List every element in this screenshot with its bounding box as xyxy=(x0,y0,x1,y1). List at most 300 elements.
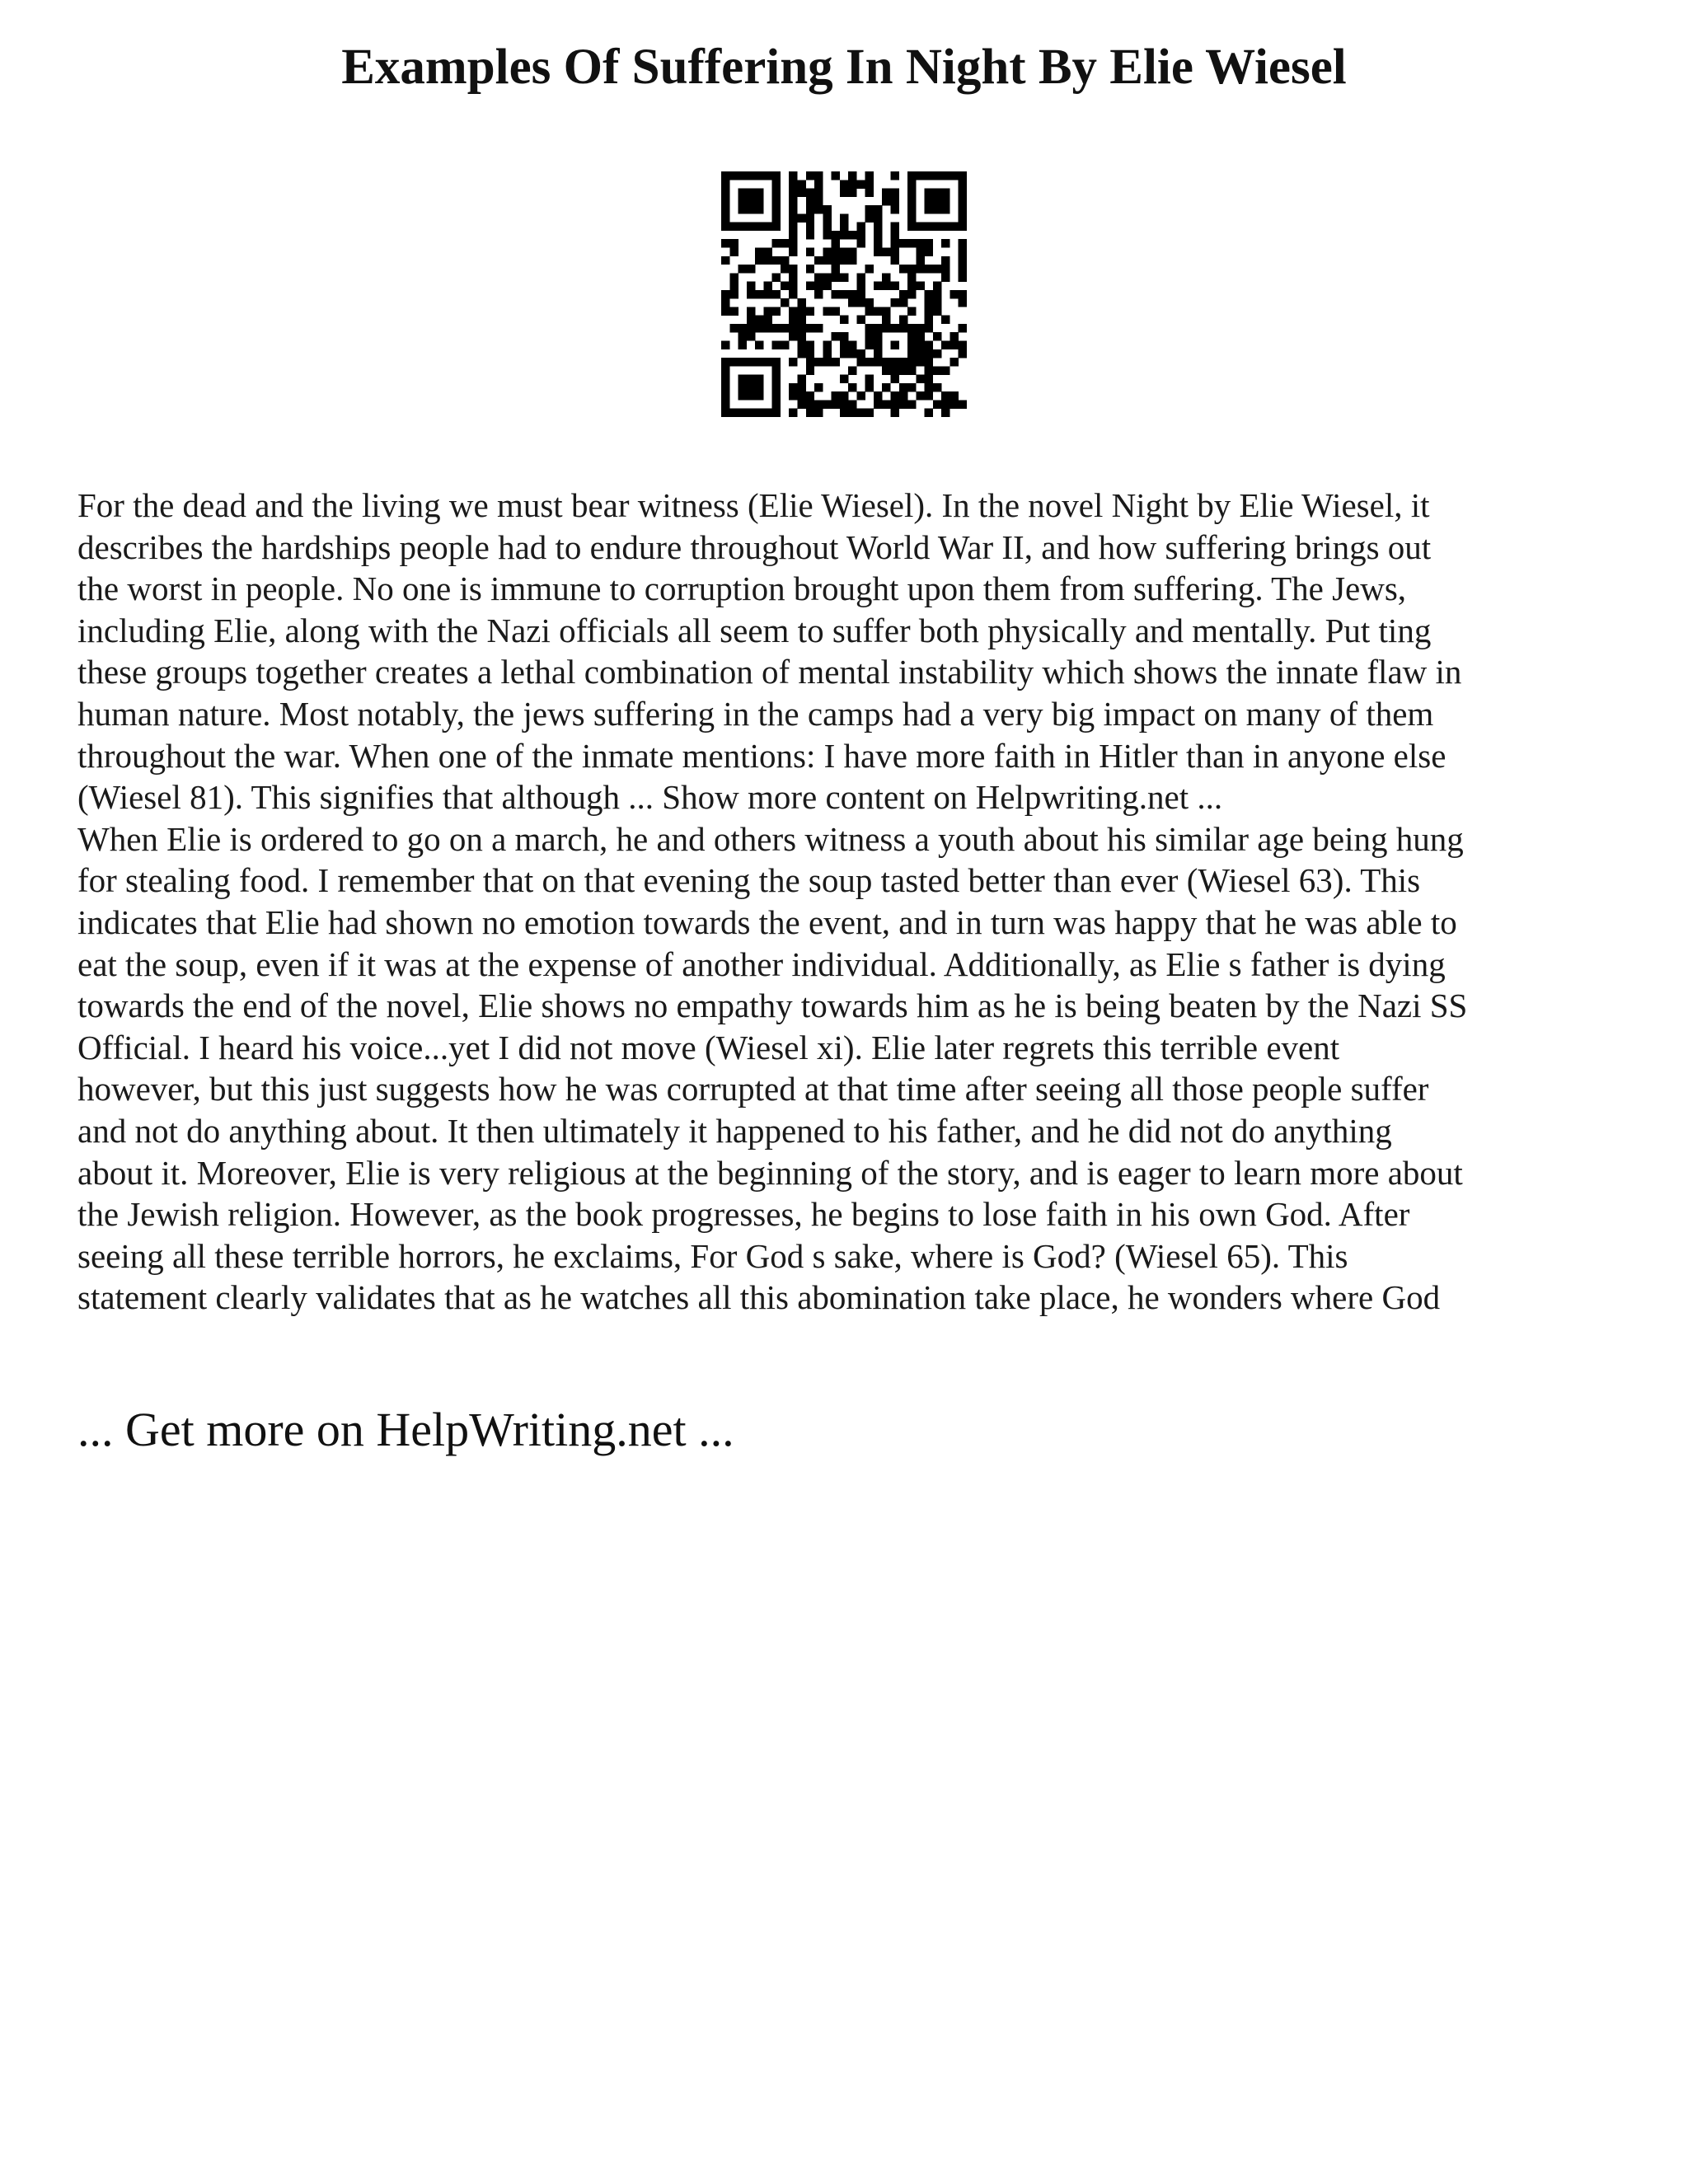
qr-module xyxy=(933,265,941,273)
qr-module xyxy=(840,409,848,417)
qr-module xyxy=(747,290,755,298)
qr-module xyxy=(891,324,899,332)
qr-module xyxy=(747,383,755,391)
qr-module xyxy=(806,205,814,213)
qr-module xyxy=(755,205,763,213)
qr-module xyxy=(823,205,831,213)
qr-module xyxy=(729,290,738,298)
qr-module xyxy=(797,332,805,340)
qr-code-graphic xyxy=(721,171,967,417)
qr-module xyxy=(891,247,899,255)
qr-module xyxy=(848,256,856,265)
qr-module xyxy=(882,247,890,255)
qr-module xyxy=(856,290,865,298)
qr-module xyxy=(882,189,890,197)
qr-module xyxy=(891,171,899,180)
qr-module xyxy=(814,409,823,417)
qr-module xyxy=(789,307,797,315)
qr-module xyxy=(840,223,848,231)
qr-module xyxy=(907,273,916,281)
qr-module xyxy=(959,239,967,247)
qr-module xyxy=(747,375,755,383)
qr-module xyxy=(941,409,950,417)
qr-module xyxy=(823,256,831,265)
qr-module xyxy=(882,307,890,315)
qr-module xyxy=(916,341,924,349)
qr-module xyxy=(874,391,882,400)
qr-module xyxy=(891,375,899,383)
qr-module xyxy=(959,298,967,307)
qr-module xyxy=(814,290,823,298)
qr-module xyxy=(789,180,797,188)
text-line: throughout the war. When one of the inmate mentions: I have more faith in Hitler than in anyone else xyxy=(77,736,1447,775)
qr-module xyxy=(925,265,933,273)
qr-module xyxy=(721,180,729,188)
qr-module xyxy=(781,265,789,273)
qr-module xyxy=(738,189,747,197)
qr-module xyxy=(729,307,738,315)
qr-module xyxy=(772,239,781,247)
qr-module xyxy=(950,358,958,366)
qr-module xyxy=(781,239,789,247)
qr-module xyxy=(823,307,831,315)
qr-module xyxy=(933,307,941,315)
qr-module xyxy=(959,265,967,273)
qr-module xyxy=(899,290,907,298)
qr-module xyxy=(916,324,924,332)
qr-module xyxy=(738,375,747,383)
text-line: For the dead and the living we must bear witness (Elie Wiesel). In the novel Night by Elie Wiesel, it xyxy=(77,486,1430,524)
qr-module xyxy=(823,247,831,255)
qr-module xyxy=(755,341,763,349)
qr-module xyxy=(772,341,781,349)
qr-module xyxy=(772,213,781,222)
qr-module xyxy=(814,358,823,366)
qr-module xyxy=(772,256,781,265)
qr-module xyxy=(806,409,814,417)
qr-module xyxy=(907,366,916,374)
qr-module xyxy=(763,247,771,255)
qr-module xyxy=(865,341,874,349)
qr-module xyxy=(823,349,831,358)
qr-module xyxy=(865,383,874,391)
qr-module xyxy=(832,265,840,273)
page-title: Examples Of Suffering In Night By Elie Wiesel xyxy=(341,40,1347,95)
qr-module xyxy=(933,282,941,290)
qr-module xyxy=(747,409,755,417)
qr-module xyxy=(874,349,882,358)
qr-module xyxy=(840,256,848,265)
qr-module xyxy=(848,290,856,298)
qr-module xyxy=(941,366,950,374)
qr-module xyxy=(874,400,882,408)
text-line: about it. Moreover, Elie is very religious at the beginning of the story, and is eager to learn more about xyxy=(77,1153,1463,1192)
text-line: Official. I heard his voice...yet I did not move (Wiesel xi). Elie later regrets this terrible event xyxy=(77,1028,1340,1066)
qr-module xyxy=(814,282,823,290)
qr-module xyxy=(840,391,848,400)
qr-module xyxy=(959,180,967,188)
qr-module xyxy=(941,273,950,281)
qr-module xyxy=(856,391,865,400)
qr-module xyxy=(891,400,899,408)
qr-module xyxy=(721,171,729,180)
qr-module xyxy=(941,341,950,349)
qr-module xyxy=(806,171,814,180)
qr-module xyxy=(763,256,771,265)
qr-module xyxy=(865,324,874,332)
qr-module xyxy=(925,239,933,247)
qr-module xyxy=(806,282,814,290)
qr-module xyxy=(933,189,941,197)
qr-module xyxy=(874,341,882,349)
qr-module xyxy=(959,400,967,408)
qr-module xyxy=(721,290,729,298)
qr-module xyxy=(789,273,797,281)
qr-module xyxy=(874,205,882,213)
qr-module xyxy=(899,239,907,247)
qr-module xyxy=(721,197,729,205)
qr-module xyxy=(907,223,916,231)
qr-module xyxy=(721,213,729,222)
qr-module xyxy=(729,273,738,281)
qr-module xyxy=(789,383,797,391)
qr-module xyxy=(789,290,797,298)
qr-module xyxy=(882,366,890,374)
qr-module xyxy=(848,298,856,307)
text-line: these groups together creates a lethal combination of mental instability which shows the innate flaw in xyxy=(77,653,1462,691)
qr-module xyxy=(916,256,924,265)
qr-module xyxy=(763,282,771,290)
qr-module xyxy=(755,197,763,205)
qr-module xyxy=(729,247,738,255)
qr-module xyxy=(721,205,729,213)
qr-module xyxy=(763,290,771,298)
qr-module xyxy=(865,213,874,222)
qr-module xyxy=(907,197,916,205)
qr-module xyxy=(916,171,924,180)
qr-module xyxy=(755,324,763,332)
qr-module xyxy=(738,205,747,213)
qr-module xyxy=(891,197,899,205)
qr-module xyxy=(933,205,941,213)
qr-module xyxy=(738,197,747,205)
qr-module xyxy=(933,290,941,298)
qr-module xyxy=(933,332,941,340)
qr-module xyxy=(865,189,874,197)
qr-module xyxy=(950,341,958,349)
qr-module xyxy=(789,171,797,180)
qr-module xyxy=(789,231,797,239)
qr-module xyxy=(721,239,729,247)
qr-module xyxy=(899,391,907,400)
qr-module xyxy=(823,400,831,408)
qr-module xyxy=(916,349,924,358)
qr-module xyxy=(916,265,924,273)
qr-module xyxy=(789,247,797,255)
qr-module xyxy=(925,316,933,324)
qr-module xyxy=(747,282,755,290)
qr-module xyxy=(806,358,814,366)
qr-module xyxy=(772,400,781,408)
qr-module xyxy=(721,223,729,231)
qr-module xyxy=(832,290,840,298)
qr-module xyxy=(933,349,941,358)
text-line: indicates that Elie had shown no emotion towards the event, and in turn was happy that he was able to xyxy=(77,902,1457,941)
qr-module xyxy=(925,290,933,298)
qr-module xyxy=(899,324,907,332)
qr-module xyxy=(865,180,874,188)
qr-module xyxy=(772,358,781,366)
qr-module xyxy=(865,307,874,315)
qr-module xyxy=(916,282,924,290)
qr-module xyxy=(925,298,933,307)
qr-module xyxy=(797,324,805,332)
text-line: (Wiesel 81). This signifies that although ... Show more content on Helpwriting.net ... xyxy=(77,778,1223,817)
qr-module xyxy=(797,189,805,197)
qr-module xyxy=(772,180,781,188)
qr-module xyxy=(916,239,924,247)
get-more-link[interactable]: ... Get more on HelpWriting.net ... xyxy=(77,1403,734,1456)
qr-module xyxy=(882,400,890,408)
qr-module xyxy=(856,239,865,247)
qr-module xyxy=(721,366,729,374)
qr-module xyxy=(814,189,823,197)
qr-module xyxy=(772,366,781,374)
qr-module xyxy=(933,171,941,180)
qr-module xyxy=(814,197,823,205)
qr-module xyxy=(721,409,729,417)
qr-module xyxy=(907,171,916,180)
qr-module xyxy=(797,316,805,324)
qr-module xyxy=(959,273,967,281)
text-line: seeing all these terrible horrors, he exclaims, For God s sake, where is God? (Wiesel 65). This xyxy=(77,1236,1348,1275)
qr-module xyxy=(755,358,763,366)
qr-module xyxy=(907,400,916,408)
qr-module xyxy=(814,383,823,391)
qr-module xyxy=(747,358,755,366)
qr-module xyxy=(721,391,729,400)
qr-module xyxy=(806,231,814,239)
qr-module xyxy=(763,409,771,417)
qr-module xyxy=(747,265,755,273)
qr-module xyxy=(848,180,856,188)
qr-module xyxy=(763,324,771,332)
qr-module xyxy=(848,366,856,374)
qr-module xyxy=(832,171,840,180)
qr-module xyxy=(959,256,967,265)
qr-module xyxy=(814,205,823,213)
qr-module xyxy=(950,332,958,340)
qr-module xyxy=(950,290,958,298)
qr-module xyxy=(882,358,890,366)
qr-module xyxy=(721,383,729,391)
qr-code-icon xyxy=(721,171,967,417)
qr-module xyxy=(933,383,941,391)
qr-module xyxy=(941,256,950,265)
qr-module xyxy=(856,231,865,239)
qr-module xyxy=(941,189,950,197)
qr-module xyxy=(832,358,840,366)
qr-module xyxy=(856,298,865,307)
qr-module xyxy=(899,358,907,366)
qr-module xyxy=(747,307,755,315)
qr-module xyxy=(772,205,781,213)
qr-module xyxy=(747,171,755,180)
qr-module xyxy=(797,391,805,400)
qr-module xyxy=(959,324,967,332)
qr-module xyxy=(891,223,899,231)
qr-module xyxy=(856,223,865,231)
qr-module xyxy=(806,247,814,255)
qr-module xyxy=(891,189,899,197)
qr-module xyxy=(747,316,755,324)
qr-module xyxy=(933,366,941,374)
qr-module xyxy=(941,316,950,324)
qr-module xyxy=(772,307,781,315)
qr-module xyxy=(781,298,789,307)
qr-module xyxy=(797,307,805,315)
qr-module xyxy=(789,358,797,366)
qr-module xyxy=(848,409,856,417)
qr-module xyxy=(856,349,865,358)
qr-module xyxy=(755,409,763,417)
qr-module xyxy=(865,205,874,213)
qr-module xyxy=(772,171,781,180)
qr-module xyxy=(882,383,890,391)
qr-module xyxy=(874,239,882,247)
qr-module xyxy=(865,375,874,383)
qr-module xyxy=(823,231,831,239)
qr-module xyxy=(882,324,890,332)
qr-module xyxy=(959,349,967,358)
text-line: eat the soup, even if it was at the expense of another individual. Additionally, as Elie s father is dying xyxy=(77,944,1446,983)
qr-module xyxy=(848,400,856,408)
qr-module xyxy=(738,409,747,417)
qr-module xyxy=(797,180,805,188)
text-line: however, but this just suggests how he was corrupted at that time after seeing all those people suffer xyxy=(77,1070,1429,1108)
qr-module xyxy=(806,341,814,349)
qr-module xyxy=(907,290,916,298)
text-line: statement clearly validates that as he watches all this abomination take place, he wonders where God xyxy=(77,1278,1441,1317)
qr-module xyxy=(856,358,865,366)
qr-module xyxy=(772,223,781,231)
qr-module xyxy=(797,213,805,222)
qr-module xyxy=(755,171,763,180)
qr-module xyxy=(925,324,933,332)
qr-module xyxy=(848,171,856,180)
qr-module xyxy=(772,409,781,417)
qr-module xyxy=(789,189,797,197)
text-line: and not do anything about. It then ultimately it happened to his father, and he did not do anything xyxy=(77,1111,1392,1150)
qr-module xyxy=(925,358,933,366)
qr-module xyxy=(891,239,899,247)
qr-module xyxy=(772,273,781,281)
qr-module xyxy=(797,400,805,408)
qr-module xyxy=(848,247,856,255)
qr-module xyxy=(806,349,814,358)
qr-module xyxy=(907,239,916,247)
qr-module xyxy=(891,341,899,349)
qr-module xyxy=(950,391,958,400)
qr-module xyxy=(941,197,950,205)
qr-module xyxy=(840,273,848,281)
qr-module xyxy=(891,358,899,366)
qr-module xyxy=(832,247,840,255)
qr-module xyxy=(899,366,907,374)
qr-module xyxy=(755,383,763,391)
qr-module xyxy=(789,324,797,332)
qr-module xyxy=(721,298,729,307)
qr-module xyxy=(865,265,874,273)
qr-module xyxy=(891,409,899,417)
qr-module xyxy=(899,265,907,273)
qr-module xyxy=(781,341,789,349)
qr-module xyxy=(806,366,814,374)
qr-module xyxy=(950,400,958,408)
qr-module xyxy=(925,307,933,315)
qr-module xyxy=(797,298,805,307)
qr-module xyxy=(856,282,865,290)
qr-module xyxy=(747,391,755,400)
qr-module xyxy=(814,273,823,281)
qr-module xyxy=(832,307,840,315)
text-line: for stealing food. I remember that on that evening the soup tasted better than ever (Wiesel 63). This xyxy=(77,861,1421,900)
qr-module xyxy=(848,189,856,197)
qr-module xyxy=(916,375,924,383)
qr-module xyxy=(840,247,848,255)
qr-module xyxy=(840,290,848,298)
qr-module xyxy=(882,282,890,290)
qr-module xyxy=(959,341,967,349)
qr-module xyxy=(941,171,950,180)
qr-module xyxy=(874,358,882,366)
qr-module xyxy=(729,239,738,247)
text-line: including Elie, along with the Nazi officials all seem to suffer both physically and mentally. Put ting xyxy=(77,611,1432,649)
qr-module xyxy=(840,341,848,349)
qr-module xyxy=(941,239,950,247)
qr-module xyxy=(848,231,856,239)
qr-module xyxy=(907,189,916,197)
qr-module xyxy=(721,189,729,197)
qr-module xyxy=(925,247,933,255)
qr-module xyxy=(865,358,874,366)
qr-module xyxy=(755,375,763,383)
qr-module xyxy=(899,316,907,324)
qr-module xyxy=(874,223,882,231)
qr-module xyxy=(891,391,899,400)
qr-module xyxy=(925,197,933,205)
text-line: the worst in people. No one is immune to corruption brought upon them from suffering. The Jews, xyxy=(77,569,1407,608)
qr-module xyxy=(755,247,763,255)
qr-module xyxy=(806,307,814,315)
qr-module xyxy=(738,391,747,400)
qr-module xyxy=(738,324,747,332)
qr-module xyxy=(738,171,747,180)
qr-module xyxy=(747,324,755,332)
qr-module xyxy=(874,307,882,315)
qr-module xyxy=(806,324,814,332)
qr-module xyxy=(959,171,967,180)
qr-module xyxy=(882,273,890,281)
qr-module xyxy=(925,223,933,231)
qr-module xyxy=(747,223,755,231)
qr-module xyxy=(925,341,933,349)
qr-module xyxy=(941,391,950,400)
qr-module xyxy=(925,189,933,197)
qr-module xyxy=(814,180,823,188)
qr-module xyxy=(941,400,950,408)
qr-module xyxy=(840,375,848,383)
